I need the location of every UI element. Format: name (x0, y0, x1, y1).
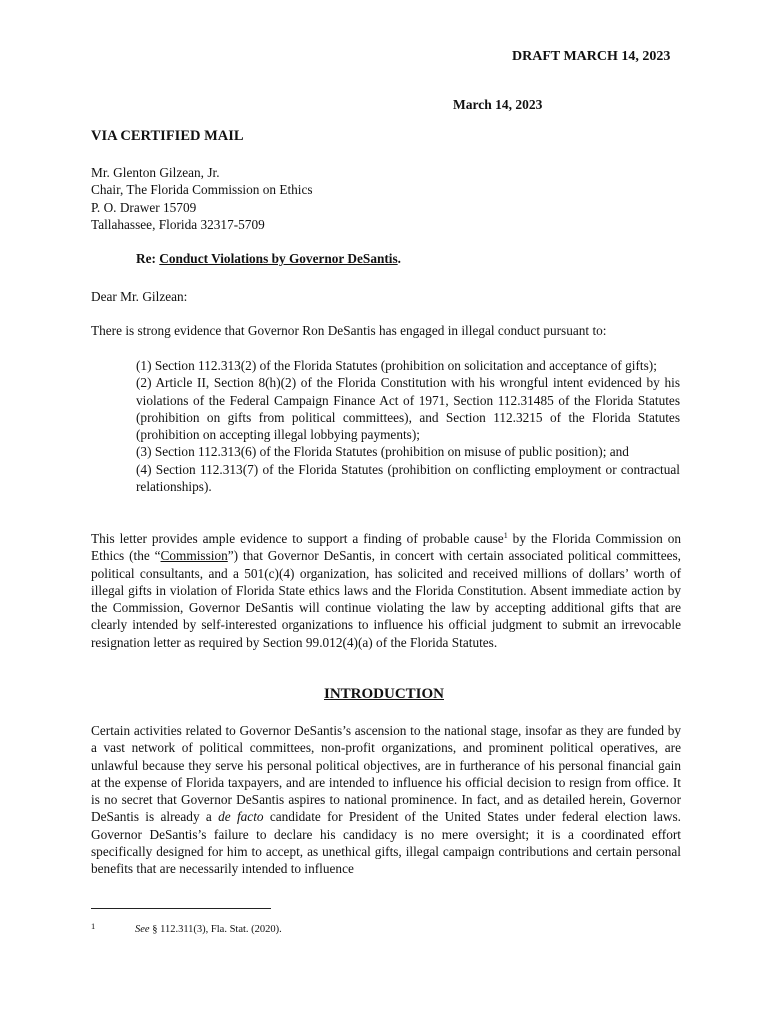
paragraph2-text-b: candidate for President of the United States under federal election laws. Governor DeSantis’s failure to declare his candidacy is no mere oversight; it is a coordinated effort specifically designed for him to accept, as unethical gifts, illegal campaign contributions and certain personal benefits that are necessarily intended to influence (91, 809, 681, 877)
footnote (91, 918, 282, 938)
paragraph-probable-cause (91, 530, 681, 651)
violation-item: (2) Article II, Section 8(h)(2) of the Florida Constitution with his wrongful intent evidenced by his violations of the Federal Campaign Finance Act of 1971, Section 112.31485 of the Florida Statutes (prohibition on gifts from political committees), and Section 112.3215 of the Florida Statutes (prohibition on accepting illegal lobbying payments); (136, 375, 680, 443)
recipient-address (91, 164, 313, 233)
paragraph-introduction (91, 722, 681, 878)
letter-date: March 14, 2023 (453, 97, 543, 112)
violation-item: (1) Section 112.313(2) of the Florida Statutes (prohibition on solicitation and acceptance of gifts); (136, 358, 657, 373)
recipient-title: Chair, The Florida Commission on Ethics (91, 182, 313, 198)
defined-term: Commission (160, 548, 228, 564)
paragraph2-text-a: Certain activities related to Governor DeSantis’s ascension to the national stage, insofar as they are funded by a vast network of political committees, non-profit organizations, and prominent political operatives, are unlawful because they serve his personal political objectives, are in furtherance of his personal financial gain at the expense of Florida taxpayers, and are intended to influence his official decision to resign from office. It is no secret that Governor DeSantis aspires to national prominence. In fact, and as detailed herein, Governor DeSantis is already a (91, 723, 681, 825)
salutation: Dear Mr. Gilzean: (91, 289, 188, 304)
section-heading (0, 686, 768, 703)
subject-text: Conduct Violations by Governor DeSantis (159, 251, 398, 266)
italic-term: de facto (218, 809, 264, 825)
subject-suffix: . (397, 251, 401, 266)
subject-line (136, 250, 401, 267)
footnote-divider (91, 908, 271, 909)
violations-list (136, 357, 680, 495)
footnote-citation: § 112.311(3), Fla. Stat. (2020). (149, 924, 282, 935)
recipient-po-box: P. O. Drawer 15709 (91, 199, 197, 215)
recipient-city: Tallahassee, Florida 32317-5709 (91, 216, 265, 232)
paragraph1-text-b: by the Florida Commission on Ethics (the “ (91, 531, 682, 564)
subject-prefix: Re: (136, 251, 156, 266)
draft-label: DRAFT MARCH 14, 2023 (512, 49, 671, 64)
recipient-name: Mr. Glenton Gilzean, Jr. (91, 165, 220, 180)
paragraph1-text-a: This letter provides ample evidence to support a finding of probable cause (91, 531, 504, 546)
violation-item: (3) Section 112.313(6) of the Florida Statutes (prohibition on misuse of public position); and (136, 444, 629, 460)
delivery-method: VIA CERTIFIED MAIL (91, 128, 244, 144)
footnote-ref: 1 (503, 531, 508, 540)
intro-sentence: There is strong evidence that Governor Ron DeSantis has engaged in illegal conduct pursuant to: (91, 323, 607, 338)
footnote-number: 1 (91, 921, 96, 931)
violation-item: (4) Section 112.313(7) of the Florida Statutes (prohibition on conflicting employment or contractual relationships). (136, 461, 680, 495)
footnote-signal: See (135, 924, 150, 935)
paragraph1-text-c: ”) that Governor DeSantis, in concert with certain associated political committees, political consultants, and a 501(c)(4) organization, has solicited and received millions of dollars’ worth of illegal gifts in violation of Florida State ethics laws and the Florida Constitution. Absent immediate action by the Commission, Governor DeSantis will continue violating the law by accepting additional gifts that are clearly intended by self-interested organizations to influence his official judgment to submit an irrevocable resignation letter as required by Section 99.012(4)(a) of the Florida Statutes. (91, 548, 681, 650)
section-heading-text: INTRODUCTION (323, 686, 444, 702)
